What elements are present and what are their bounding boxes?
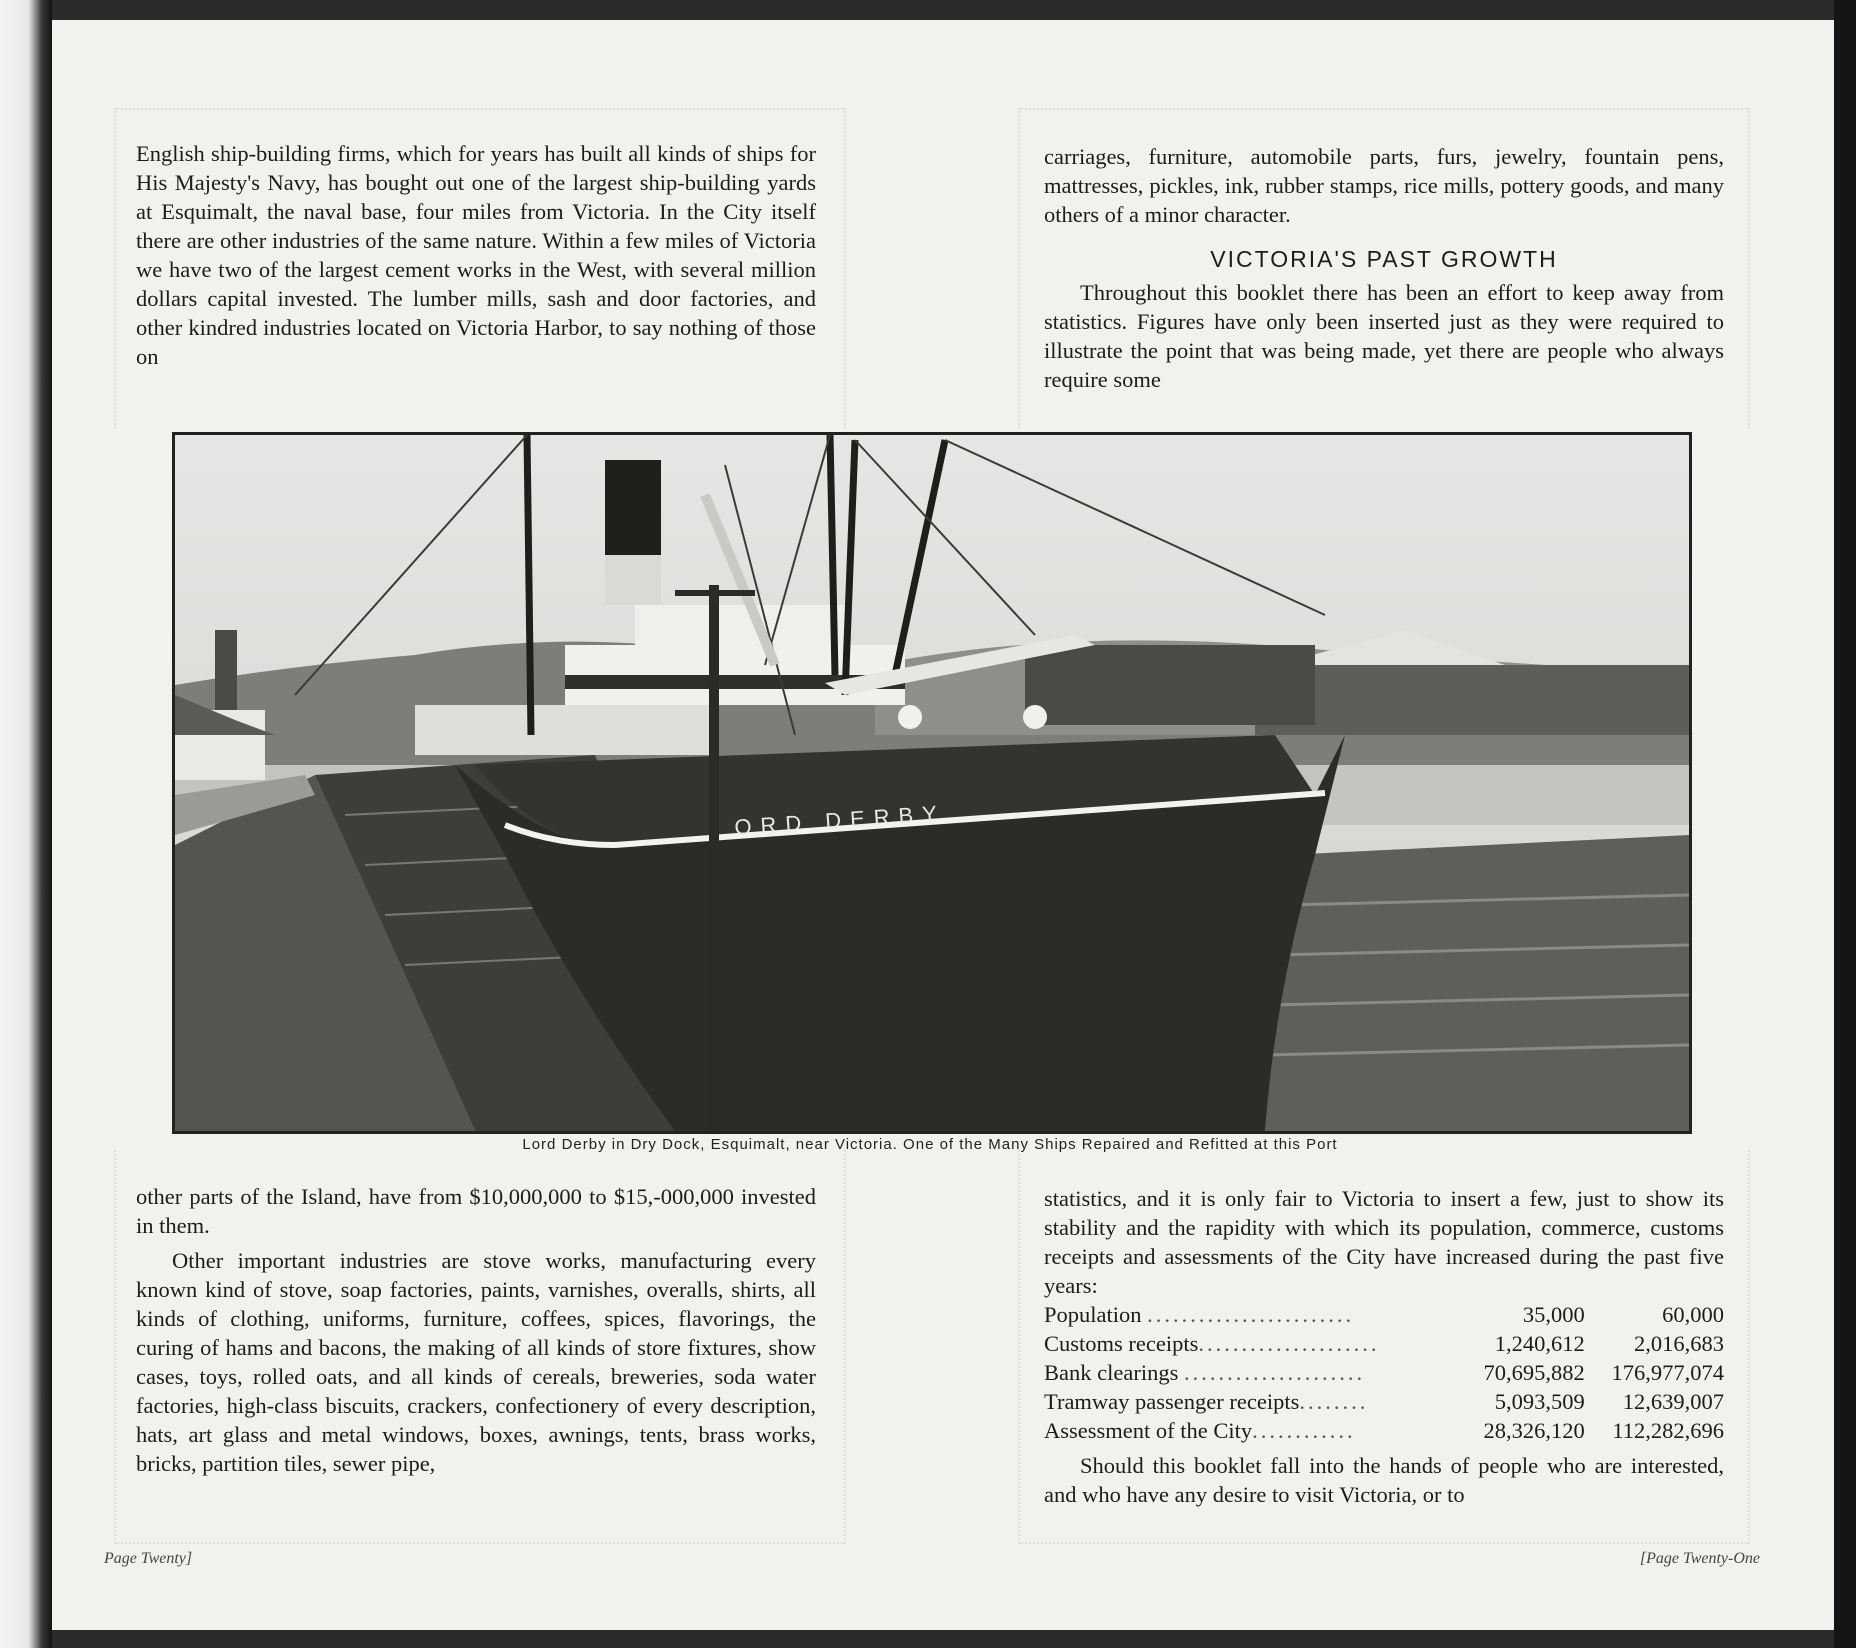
ship-photograph (172, 432, 1692, 1134)
right-bottom-column (1044, 1184, 1724, 1509)
paragraph: Throughout this booklet there has been an effort to keep away from statistics. Figures have only been inserted just as they were required to illustrate the point that was being made, yet there are people who always require some (1044, 280, 1724, 392)
book-spine (0, 0, 52, 1648)
value-second: 2,016,683 (1634, 1331, 1724, 1356)
paragraph: other parts of the Island, have from $10,000,000 to $15,-000,000 invested in them. (136, 1184, 816, 1238)
value-second: 176,977,074 (1611, 1360, 1724, 1385)
left-bottom-column (136, 1182, 816, 1478)
table-row (1044, 1300, 1724, 1329)
page-number-left: Page Twenty] (104, 1550, 193, 1567)
section-heading: VICTORIA'S PAST GROWTH (1210, 246, 1558, 272)
value-first: 5,093,509 (1494, 1389, 1585, 1414)
paragraph: statistics, and it is only fair to Victoria to insert a few, just to show its stability and the rapidity with which its population, commerce, customs receipts and assessments of the City have increased during the past five years: (1044, 1186, 1724, 1298)
ship-illustration (175, 435, 1689, 1131)
book-edge (1834, 0, 1856, 1648)
row-label: Tramway passenger receipts........ (1044, 1389, 1369, 1414)
paragraph: Other important industries are stove works, manufacturing every known kind of stove, soap factories, paints, varnishes, overalls, shirts, all kinds of clothing, uniforms, furniture, coffees, spices, flavorings, the curing of hams and bacons, the making of all kinds of store fixtures, show cases, toys, rolled oats, and all kinds of cereals, breweries, soda water factories, high-class biscuits, crackers, confectionery of every description, hats, art glass and metal windows, boxes, awnings, tents, brass works, bricks, partition tiles, sewer pipe, (136, 1248, 816, 1476)
table-row (1044, 1387, 1724, 1416)
paragraph: carriages, furniture, automobile parts, furs, jewelry, fountain pens, mattresses, pickles, ink, rubber stamps, rice mills, pottery goods, and many others of a minor character. (1044, 144, 1724, 227)
row-label: Assessment of the City............ (1044, 1418, 1356, 1443)
value-first: 35,000 (1522, 1302, 1585, 1327)
value-first: 1,240,612 (1494, 1331, 1585, 1356)
row-label: Customs receipts..................... (1044, 1331, 1380, 1356)
value-second: 60,000 (1662, 1302, 1724, 1327)
photo-caption: Lord Derby in Dry Dock, Esquimalt, near Victoria. One of the Many Ships Repaired and Refitted at this Port (522, 1136, 1338, 1153)
paragraph: Should this booklet fall into the hands of people who are interested, and who have any desire to visit Victoria, or to (1044, 1453, 1724, 1507)
value-first: 28,326,120 (1483, 1418, 1585, 1443)
value-second: 112,282,696 (1612, 1418, 1724, 1443)
paragraph: English ship-building firms, which for years has built all kinds of ships for His Majesty's Navy, has bought out one of the largest ship-building yards at Esquimalt, the naval base, four miles from Victoria. In the City itself there are other industries of the same nature. Within a few miles of Victoria we have two of the largest cement works in the West, with several million dollars capital invested. The lumber mills, sash and door factories, and other kindred industries located on Victoria Harbor, to say nothing of those on (136, 141, 816, 369)
table-row (1044, 1358, 1724, 1387)
value-first: 70,695,882 (1483, 1360, 1585, 1385)
right-top-column (1044, 142, 1724, 394)
value-second: 12,639,007 (1622, 1389, 1724, 1414)
row-label: Bank clearings ..................... (1044, 1360, 1366, 1385)
table-row (1044, 1416, 1724, 1445)
row-label: Population ........................ (1044, 1302, 1355, 1327)
hull-name: ORD DERBY (733, 800, 947, 840)
statistics-table (1044, 1300, 1724, 1445)
left-top-column (136, 139, 816, 371)
page-number-right: [Page Twenty-One (1639, 1550, 1760, 1567)
table-row (1044, 1329, 1724, 1358)
